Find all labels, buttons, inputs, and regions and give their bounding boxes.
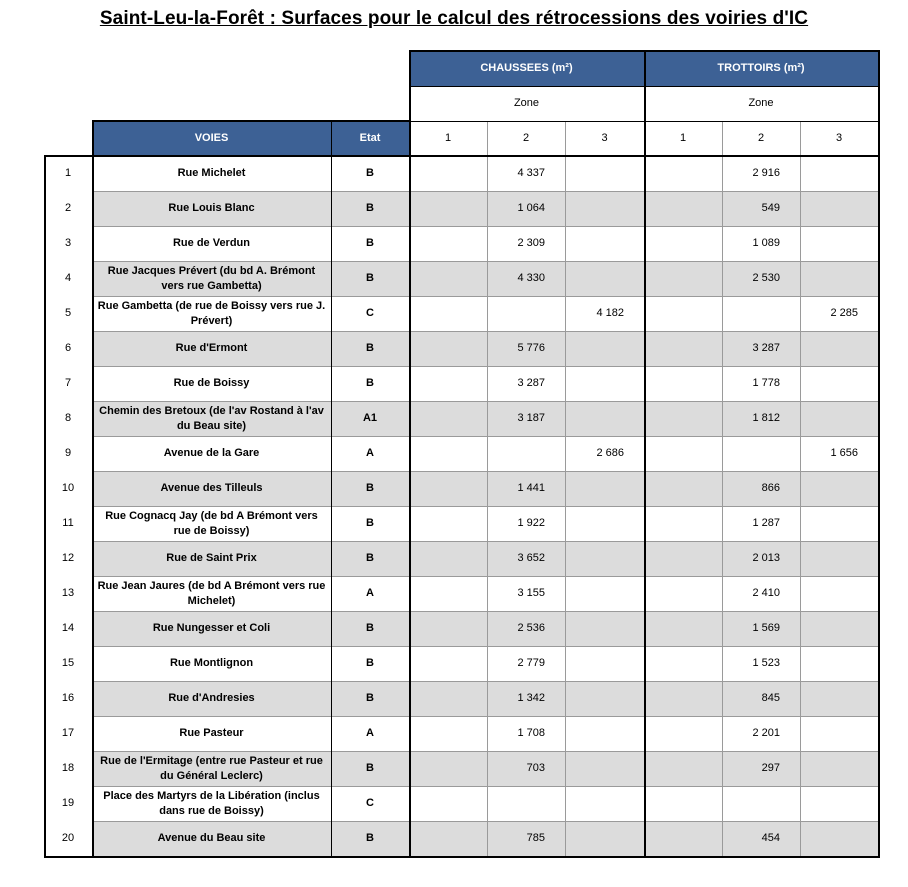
surface-c2: 2 779: [487, 646, 565, 681]
surface-t3: [800, 541, 878, 576]
surface-t1: [644, 751, 722, 786]
trottoirs-zone-label: Zone: [644, 86, 878, 121]
surface-c2: 3 287: [487, 366, 565, 401]
surface-c1: [409, 716, 487, 751]
surface-t1: [644, 436, 722, 471]
surface-c3: [565, 716, 644, 751]
trottoirs-zone-1: 1: [644, 121, 722, 156]
surface-c1: [409, 646, 487, 681]
surface-c1: [409, 436, 487, 471]
surface-c3: [565, 331, 644, 366]
row-number: 16: [44, 681, 92, 716]
surface-c2: 5 776: [487, 331, 565, 366]
surface-c2: [487, 436, 565, 471]
surface-t1: [644, 506, 722, 541]
surface-t3: 2 285: [800, 296, 878, 331]
table-rule: [92, 751, 878, 752]
row-number: 5: [44, 296, 92, 331]
surface-c2: 3 187: [487, 401, 565, 436]
surface-c1: [409, 681, 487, 716]
surface-c3: [565, 681, 644, 716]
surface-c3: [565, 821, 644, 856]
surface-c1: [409, 226, 487, 261]
surface-c1: [409, 506, 487, 541]
surface-t2: 3 287: [722, 331, 800, 366]
voies-header: VOIES: [92, 121, 331, 156]
etat-value: A: [331, 576, 409, 611]
row-number: 12: [44, 541, 92, 576]
table-rule: [92, 576, 878, 577]
table-rule: [92, 821, 878, 822]
surface-c3: [565, 191, 644, 226]
surface-c1: [409, 611, 487, 646]
surface-t1: [644, 716, 722, 751]
surface-t1: [644, 646, 722, 681]
surface-t2: 2 201: [722, 716, 800, 751]
etat-value: A1: [331, 401, 409, 436]
surface-t2: 1 778: [722, 366, 800, 401]
surface-t1: [644, 296, 722, 331]
road-name: Rue Louis Blanc: [92, 191, 331, 226]
etat-value: B: [331, 156, 409, 191]
surface-c2: 1 708: [487, 716, 565, 751]
surface-t3: [800, 226, 878, 261]
surface-t3: [800, 366, 878, 401]
surface-t2: [722, 296, 800, 331]
surface-c1: [409, 296, 487, 331]
surface-t2: 1 812: [722, 401, 800, 436]
surface-c2: 4 337: [487, 156, 565, 191]
etat-value: B: [331, 821, 409, 856]
table-rule: [92, 366, 878, 367]
road-name: Rue Cognacq Jay (de bd A Brémont vers rue de Boissy): [92, 506, 331, 541]
road-name: Rue Michelet: [92, 156, 331, 191]
etat-value: B: [331, 191, 409, 226]
surface-c3: [565, 226, 644, 261]
surface-t1: [644, 366, 722, 401]
chaussees-zone-1: 1: [409, 121, 487, 156]
surface-t3: [800, 401, 878, 436]
road-name: Rue d'Andresies: [92, 681, 331, 716]
row-number: 9: [44, 436, 92, 471]
road-name: Rue de l'Ermitage (entre rue Pasteur et rue du Général Leclerc): [92, 751, 331, 786]
surface-c2: 4 330: [487, 261, 565, 296]
road-name: Rue Gambetta (de rue de Boissy vers rue J. Prévert): [92, 296, 331, 331]
etat-value: A: [331, 716, 409, 751]
etat-value: B: [331, 226, 409, 261]
surface-t2: 845: [722, 681, 800, 716]
etat-value: B: [331, 611, 409, 646]
surface-c1: [409, 261, 487, 296]
surface-c1: [409, 366, 487, 401]
row-number: 15: [44, 646, 92, 681]
table-rule: [92, 226, 878, 227]
surface-c3: [565, 506, 644, 541]
surface-t2: 2 916: [722, 156, 800, 191]
surface-t2: [722, 436, 800, 471]
surface-t1: [644, 786, 722, 821]
road-name: Chemin des Bretoux (de l'av Rostand à l'av du Beau site): [92, 401, 331, 436]
surface-t3: [800, 716, 878, 751]
surface-t3: [800, 261, 878, 296]
row-number: 2: [44, 191, 92, 226]
surface-t3: [800, 751, 878, 786]
surface-t1: [644, 261, 722, 296]
road-name: Rue Pasteur: [92, 716, 331, 751]
surface-c3: [565, 786, 644, 821]
surface-c1: [409, 786, 487, 821]
row-number: 3: [44, 226, 92, 261]
table-rule: [800, 121, 801, 856]
table-rule: [44, 856, 880, 858]
surface-c1: [409, 541, 487, 576]
row-number: 11: [44, 506, 92, 541]
road-name: Rue d'Ermont: [92, 331, 331, 366]
road-name: Avenue du Beau site: [92, 821, 331, 856]
road-name: Place des Martyrs de la Libération (inclus dans rue de Boissy): [92, 786, 331, 821]
table-rule: [92, 261, 878, 262]
etat-value: B: [331, 541, 409, 576]
table-rule: [92, 646, 878, 647]
surface-c1: [409, 576, 487, 611]
etat-value: B: [331, 331, 409, 366]
row-number: 6: [44, 331, 92, 366]
surface-c2: 1 064: [487, 191, 565, 226]
surface-c3: [565, 541, 644, 576]
chaussees-header: CHAUSSEES (m²): [409, 51, 644, 86]
road-name: Rue Montlignon: [92, 646, 331, 681]
table-rule: [44, 155, 880, 157]
surface-t3: [800, 821, 878, 856]
surface-t2: [722, 786, 800, 821]
trottoirs-header: TROTTOIRS (m²): [644, 51, 878, 86]
table-rule: [565, 121, 566, 856]
chaussees-zone-2: 2: [487, 121, 565, 156]
surface-c1: [409, 156, 487, 191]
surface-t1: [644, 681, 722, 716]
road-name: Rue Jean Jaures (de bd A Brémont vers rue Michelet): [92, 576, 331, 611]
surface-t1: [644, 401, 722, 436]
row-number: 7: [44, 366, 92, 401]
road-name: Rue Nungesser et Coli: [92, 611, 331, 646]
surface-t2: 2 530: [722, 261, 800, 296]
table-rule: [92, 786, 878, 787]
row-number: 14: [44, 611, 92, 646]
surface-c3: [565, 156, 644, 191]
surface-c3: [565, 576, 644, 611]
surface-c1: [409, 331, 487, 366]
surface-t3: [800, 331, 878, 366]
road-name: Rue de Boissy: [92, 366, 331, 401]
surface-t3: 1 656: [800, 436, 878, 471]
trottoirs-zone-3: 3: [800, 121, 878, 156]
row-number: 10: [44, 471, 92, 506]
surface-c2: [487, 786, 565, 821]
surface-t2: 1 523: [722, 646, 800, 681]
surface-c2: 2 536: [487, 611, 565, 646]
row-number: 19: [44, 786, 92, 821]
surface-t2: 297: [722, 751, 800, 786]
surface-c2: 3 155: [487, 576, 565, 611]
surface-c3: [565, 366, 644, 401]
trottoirs-zone-2: 2: [722, 121, 800, 156]
table-rule: [92, 716, 878, 717]
etat-value: B: [331, 751, 409, 786]
surface-c3: 2 686: [565, 436, 644, 471]
surface-t2: 1 569: [722, 611, 800, 646]
surface-t3: [800, 611, 878, 646]
table-rule: [92, 296, 878, 297]
table-rule: [92, 611, 878, 612]
table-rule: [92, 331, 878, 332]
table-rule: [878, 50, 880, 858]
surface-t3: [800, 471, 878, 506]
etat-value: B: [331, 261, 409, 296]
road-name: Avenue de la Gare: [92, 436, 331, 471]
surface-c2: 2 309: [487, 226, 565, 261]
table-rule: [644, 51, 646, 858]
chaussees-zone-label: Zone: [409, 86, 644, 121]
surface-c2: 1 342: [487, 681, 565, 716]
etat-value: A: [331, 436, 409, 471]
table-rule: [92, 681, 878, 682]
surface-c1: [409, 401, 487, 436]
surface-t2: 454: [722, 821, 800, 856]
surface-c2: 1 922: [487, 506, 565, 541]
surface-t1: [644, 226, 722, 261]
row-number: 20: [44, 821, 92, 856]
surface-t2: 2 410: [722, 576, 800, 611]
surface-t3: [800, 576, 878, 611]
surface-t3: [800, 191, 878, 226]
surface-c2: 3 652: [487, 541, 565, 576]
table-rule: [92, 401, 878, 402]
row-number: 18: [44, 751, 92, 786]
table-rule: [92, 506, 878, 507]
row-number: 4: [44, 261, 92, 296]
surface-t1: [644, 611, 722, 646]
surface-c1: [409, 821, 487, 856]
road-name: Avenue des Tilleuls: [92, 471, 331, 506]
surface-c3: 4 182: [565, 296, 644, 331]
table-rule: [722, 121, 723, 856]
table-rule: [331, 121, 332, 858]
etat-value: B: [331, 646, 409, 681]
table-rule: [92, 436, 878, 437]
etat-header: Etat: [331, 121, 409, 156]
surface-t1: [644, 821, 722, 856]
chaussees-zone-3: 3: [565, 121, 644, 156]
page-title: Saint-Leu-la-Forêt : Surfaces pour le calcul des rétrocessions des voiries d'IC: [99, 8, 809, 29]
surface-t1: [644, 331, 722, 366]
surface-t1: [644, 156, 722, 191]
surface-c3: [565, 261, 644, 296]
surface-t2: 866: [722, 471, 800, 506]
surface-c3: [565, 646, 644, 681]
surface-c2: 1 441: [487, 471, 565, 506]
road-name: Rue de Saint Prix: [92, 541, 331, 576]
road-name: Rue de Verdun: [92, 226, 331, 261]
row-number: 1: [44, 156, 92, 191]
surface-t3: [800, 506, 878, 541]
etat-value: B: [331, 506, 409, 541]
table-rule: [92, 120, 94, 858]
surface-c3: [565, 471, 644, 506]
surface-c3: [565, 751, 644, 786]
surface-c1: [409, 191, 487, 226]
surface-t2: 1 089: [722, 226, 800, 261]
surface-t1: [644, 191, 722, 226]
surface-t1: [644, 541, 722, 576]
table-rule: [92, 541, 878, 542]
surface-t2: 2 013: [722, 541, 800, 576]
surface-t3: [800, 156, 878, 191]
surface-t3: [800, 646, 878, 681]
surface-c3: [565, 401, 644, 436]
surface-c1: [409, 751, 487, 786]
row-number: 17: [44, 716, 92, 751]
table-rule: [92, 191, 878, 192]
surface-t3: [800, 786, 878, 821]
row-number: 8: [44, 401, 92, 436]
table-rule: [409, 50, 411, 858]
surface-c3: [565, 611, 644, 646]
surface-c2: 703: [487, 751, 565, 786]
etat-value: B: [331, 471, 409, 506]
etat-value: C: [331, 296, 409, 331]
surface-c2: [487, 296, 565, 331]
surface-t2: 1 287: [722, 506, 800, 541]
table-rule: [44, 155, 46, 858]
etat-value: C: [331, 786, 409, 821]
etat-value: B: [331, 366, 409, 401]
table-rule: [92, 120, 409, 122]
surface-t1: [644, 471, 722, 506]
row-number: 13: [44, 576, 92, 611]
table-rule: [487, 121, 488, 856]
road-name: Rue Jacques Prévert (du bd A. Brémont vers rue Gambetta): [92, 261, 331, 296]
surface-t1: [644, 576, 722, 611]
surface-c2: 785: [487, 821, 565, 856]
surface-c1: [409, 471, 487, 506]
etat-value: B: [331, 681, 409, 716]
surface-t3: [800, 681, 878, 716]
table-rule: [92, 471, 878, 472]
surface-t2: 549: [722, 191, 800, 226]
